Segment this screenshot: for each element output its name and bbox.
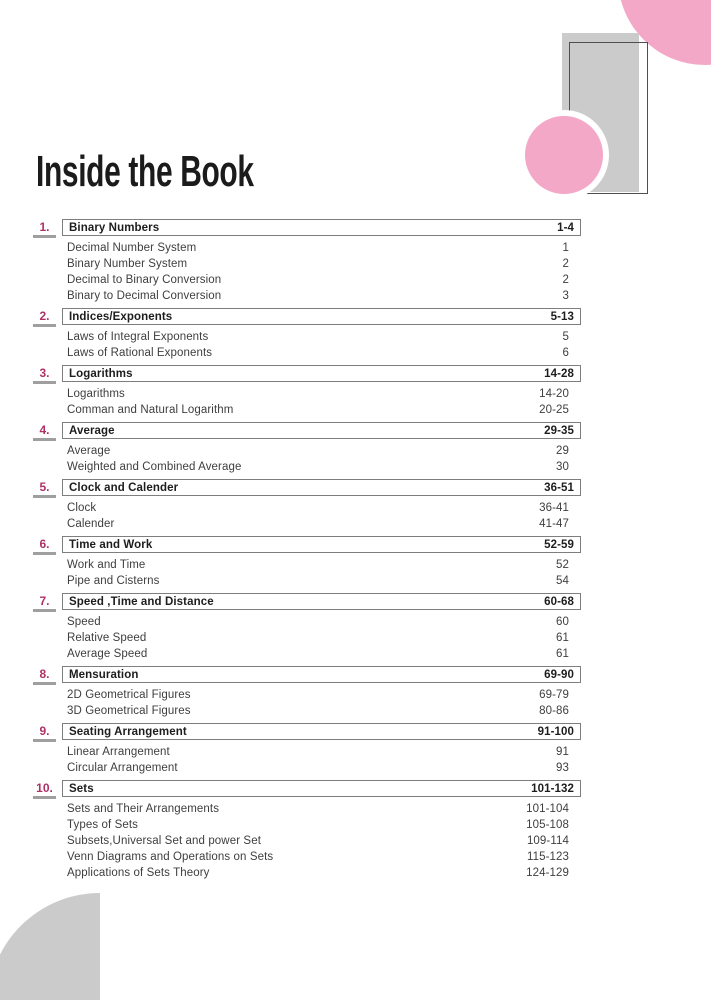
topic-label: Average Speed — [67, 648, 148, 660]
topic-label: Calender — [67, 518, 115, 530]
chapter-page-range: 69-90 — [544, 668, 574, 681]
toc-section — [33, 365, 581, 418]
topic-pages: 60 — [556, 616, 569, 628]
chapter-number: 6. — [33, 536, 56, 555]
chapter-topics — [33, 799, 581, 881]
chapter-title: Average — [69, 424, 115, 437]
toc-section — [33, 666, 581, 719]
topic-pages: 52 — [556, 559, 569, 571]
topic-row — [33, 516, 581, 532]
chapter-title: Binary Numbers — [69, 221, 160, 234]
topic-pages: 61 — [556, 632, 569, 644]
chapter-title: Clock and Calender — [69, 481, 179, 494]
chapter-topics — [33, 742, 581, 776]
topic-label: Decimal Number System — [67, 242, 197, 254]
topic-pages: 36-41 — [539, 502, 569, 514]
topic-row — [33, 240, 581, 256]
topic-pages: 105-108 — [526, 819, 569, 831]
topic-label: Circular Arrangement — [67, 762, 178, 774]
chapter-header-row — [33, 479, 581, 498]
toc-list — [33, 219, 581, 885]
toc-section — [33, 723, 581, 776]
topic-pages: 101-104 — [526, 803, 569, 815]
chapter-topics — [33, 327, 581, 361]
topic-pages: 20-25 — [539, 404, 569, 416]
topic-row — [33, 646, 581, 662]
chapter-header-row — [33, 723, 581, 742]
topic-pages: 109-114 — [526, 835, 569, 847]
topic-pages: 115-123 — [526, 851, 569, 863]
page-title: Inside the Book — [36, 147, 254, 196]
chapter-title: Seating Arrangement — [69, 725, 187, 738]
chapter-page-range: 101-132 — [531, 782, 574, 795]
toc-section — [33, 422, 581, 475]
chapter-topics — [33, 441, 581, 475]
chapter-header-box — [62, 780, 581, 797]
topic-label: Subsets,Universal Set and power Set — [67, 835, 261, 847]
topic-label: Weighted and Combined Average — [67, 461, 242, 473]
topic-pages: 3 — [562, 290, 569, 302]
pink-circle-white-ring — [519, 110, 609, 200]
topic-pages: 93 — [556, 762, 569, 774]
topic-row — [33, 703, 581, 719]
topic-row — [33, 630, 581, 646]
topic-pages: 61 — [556, 648, 569, 660]
chapter-page-range: 5-13 — [550, 310, 574, 323]
topic-label: Laws of Rational Exponents — [67, 347, 213, 359]
chapter-topics — [33, 238, 581, 304]
toc-section — [33, 593, 581, 662]
chapter-topics — [33, 498, 581, 532]
topic-label: Sets and Their Arrangements — [67, 803, 220, 815]
topic-row — [33, 443, 581, 459]
topic-row — [33, 329, 581, 345]
toc-section — [33, 479, 581, 532]
chapter-page-range: 1-4 — [557, 221, 574, 234]
topic-pages: 6 — [562, 347, 569, 359]
topic-row — [33, 459, 581, 475]
topic-label: 2D Geometrical Figures — [67, 689, 191, 701]
topic-label: Laws of Integral Exponents — [67, 331, 209, 343]
topic-pages: 30 — [556, 461, 569, 473]
chapter-number: 8. — [33, 666, 56, 685]
chapter-header-row — [33, 593, 581, 612]
topic-label: Logarithms — [67, 388, 125, 400]
chapter-number: 4. — [33, 422, 56, 441]
topic-pages: 14-20 — [539, 388, 569, 400]
topic-label: Venn Diagrams and Operations on Sets — [67, 851, 274, 863]
chapter-header-box — [62, 536, 581, 553]
chapter-number: 1. — [33, 219, 56, 238]
chapter-number: 9. — [33, 723, 56, 742]
chapter-title: Sets — [69, 782, 94, 795]
gray-half-circle-bottom-left — [0, 893, 100, 1000]
topic-pages: 91 — [556, 746, 569, 758]
topic-row — [33, 865, 581, 881]
topic-pages: 5 — [562, 331, 569, 343]
chapter-topics — [33, 555, 581, 589]
topic-row — [33, 288, 581, 304]
topic-row — [33, 817, 581, 833]
topic-pages: 1 — [562, 242, 569, 254]
chapter-page-range: 60-68 — [544, 595, 574, 608]
chapter-topics — [33, 685, 581, 719]
chapter-header-row — [33, 365, 581, 384]
chapter-topics — [33, 384, 581, 418]
chapter-page-range: 52-59 — [544, 538, 574, 551]
topic-label: Decimal to Binary Conversion — [67, 274, 222, 286]
chapter-header-box — [62, 219, 581, 236]
chapter-page-range: 29-35 — [544, 424, 574, 437]
chapter-header-box — [62, 723, 581, 740]
chapter-header-row — [33, 219, 581, 238]
chapter-header-box — [62, 666, 581, 683]
chapter-title: Logarithms — [69, 367, 133, 380]
topic-pages: 29 — [556, 445, 569, 457]
chapter-header-row — [33, 780, 581, 799]
chapter-header-row — [33, 308, 581, 327]
topic-label: Pipe and Cisterns — [67, 575, 160, 587]
topic-label: Average — [67, 445, 111, 457]
topic-label: Binary to Decimal Conversion — [67, 290, 222, 302]
topic-row — [33, 402, 581, 418]
chapter-number: 10. — [33, 780, 56, 799]
topic-label: Relative Speed — [67, 632, 147, 644]
topic-label: Binary Number System — [67, 258, 188, 270]
toc-section — [33, 536, 581, 589]
chapter-number: 3. — [33, 365, 56, 384]
topic-pages: 2 — [562, 274, 569, 286]
chapter-header-row — [33, 666, 581, 685]
topic-row — [33, 760, 581, 776]
chapter-header-row — [33, 422, 581, 441]
topic-pages: 41-47 — [539, 518, 569, 530]
chapter-header-box — [62, 593, 581, 610]
chapter-title: Indices/Exponents — [69, 310, 173, 323]
chapter-header-box — [62, 365, 581, 382]
topic-row — [33, 744, 581, 760]
toc-section — [33, 308, 581, 361]
chapter-title: Mensuration — [69, 668, 139, 681]
chapter-title: Speed ,Time and Distance — [69, 595, 214, 608]
topic-label: Work and Time — [67, 559, 146, 571]
chapter-page-range: 14-28 — [544, 367, 574, 380]
chapter-header-row — [33, 536, 581, 555]
topic-row — [33, 687, 581, 703]
topic-row — [33, 614, 581, 630]
chapter-number: 5. — [33, 479, 56, 498]
topic-row — [33, 833, 581, 849]
topic-label: Applications of Sets Theory — [67, 867, 210, 879]
chapter-title: Time and Work — [69, 538, 153, 551]
topic-row — [33, 557, 581, 573]
toc-section — [33, 780, 581, 881]
chapter-header-box — [62, 422, 581, 439]
topic-row — [33, 345, 581, 361]
topic-label: 3D Geometrical Figures — [67, 705, 191, 717]
chapter-number: 2. — [33, 308, 56, 327]
topic-label: Clock — [67, 502, 97, 514]
topic-pages: 80-86 — [539, 705, 569, 717]
topic-row — [33, 849, 581, 865]
topic-label: Types of Sets — [67, 819, 138, 831]
topic-pages: 2 — [562, 258, 569, 270]
chapter-number: 7. — [33, 593, 56, 612]
topic-pages: 69-79 — [539, 689, 569, 701]
topic-pages: 54 — [556, 575, 569, 587]
topic-label: Speed — [67, 616, 101, 628]
topic-row — [33, 801, 581, 817]
chapter-page-range: 91-100 — [537, 725, 574, 738]
chapter-header-box — [62, 479, 581, 496]
topic-row — [33, 500, 581, 516]
topic-row — [33, 386, 581, 402]
toc-section — [33, 219, 581, 304]
topic-label: Linear Arrangement — [67, 746, 170, 758]
topic-row — [33, 256, 581, 272]
topic-label: Comman and Natural Logarithm — [67, 404, 234, 416]
chapter-topics — [33, 612, 581, 662]
chapter-page-range: 36-51 — [544, 481, 574, 494]
topic-row — [33, 272, 581, 288]
topic-row — [33, 573, 581, 589]
chapter-header-box — [62, 308, 581, 325]
topic-pages: 124-129 — [526, 867, 569, 879]
